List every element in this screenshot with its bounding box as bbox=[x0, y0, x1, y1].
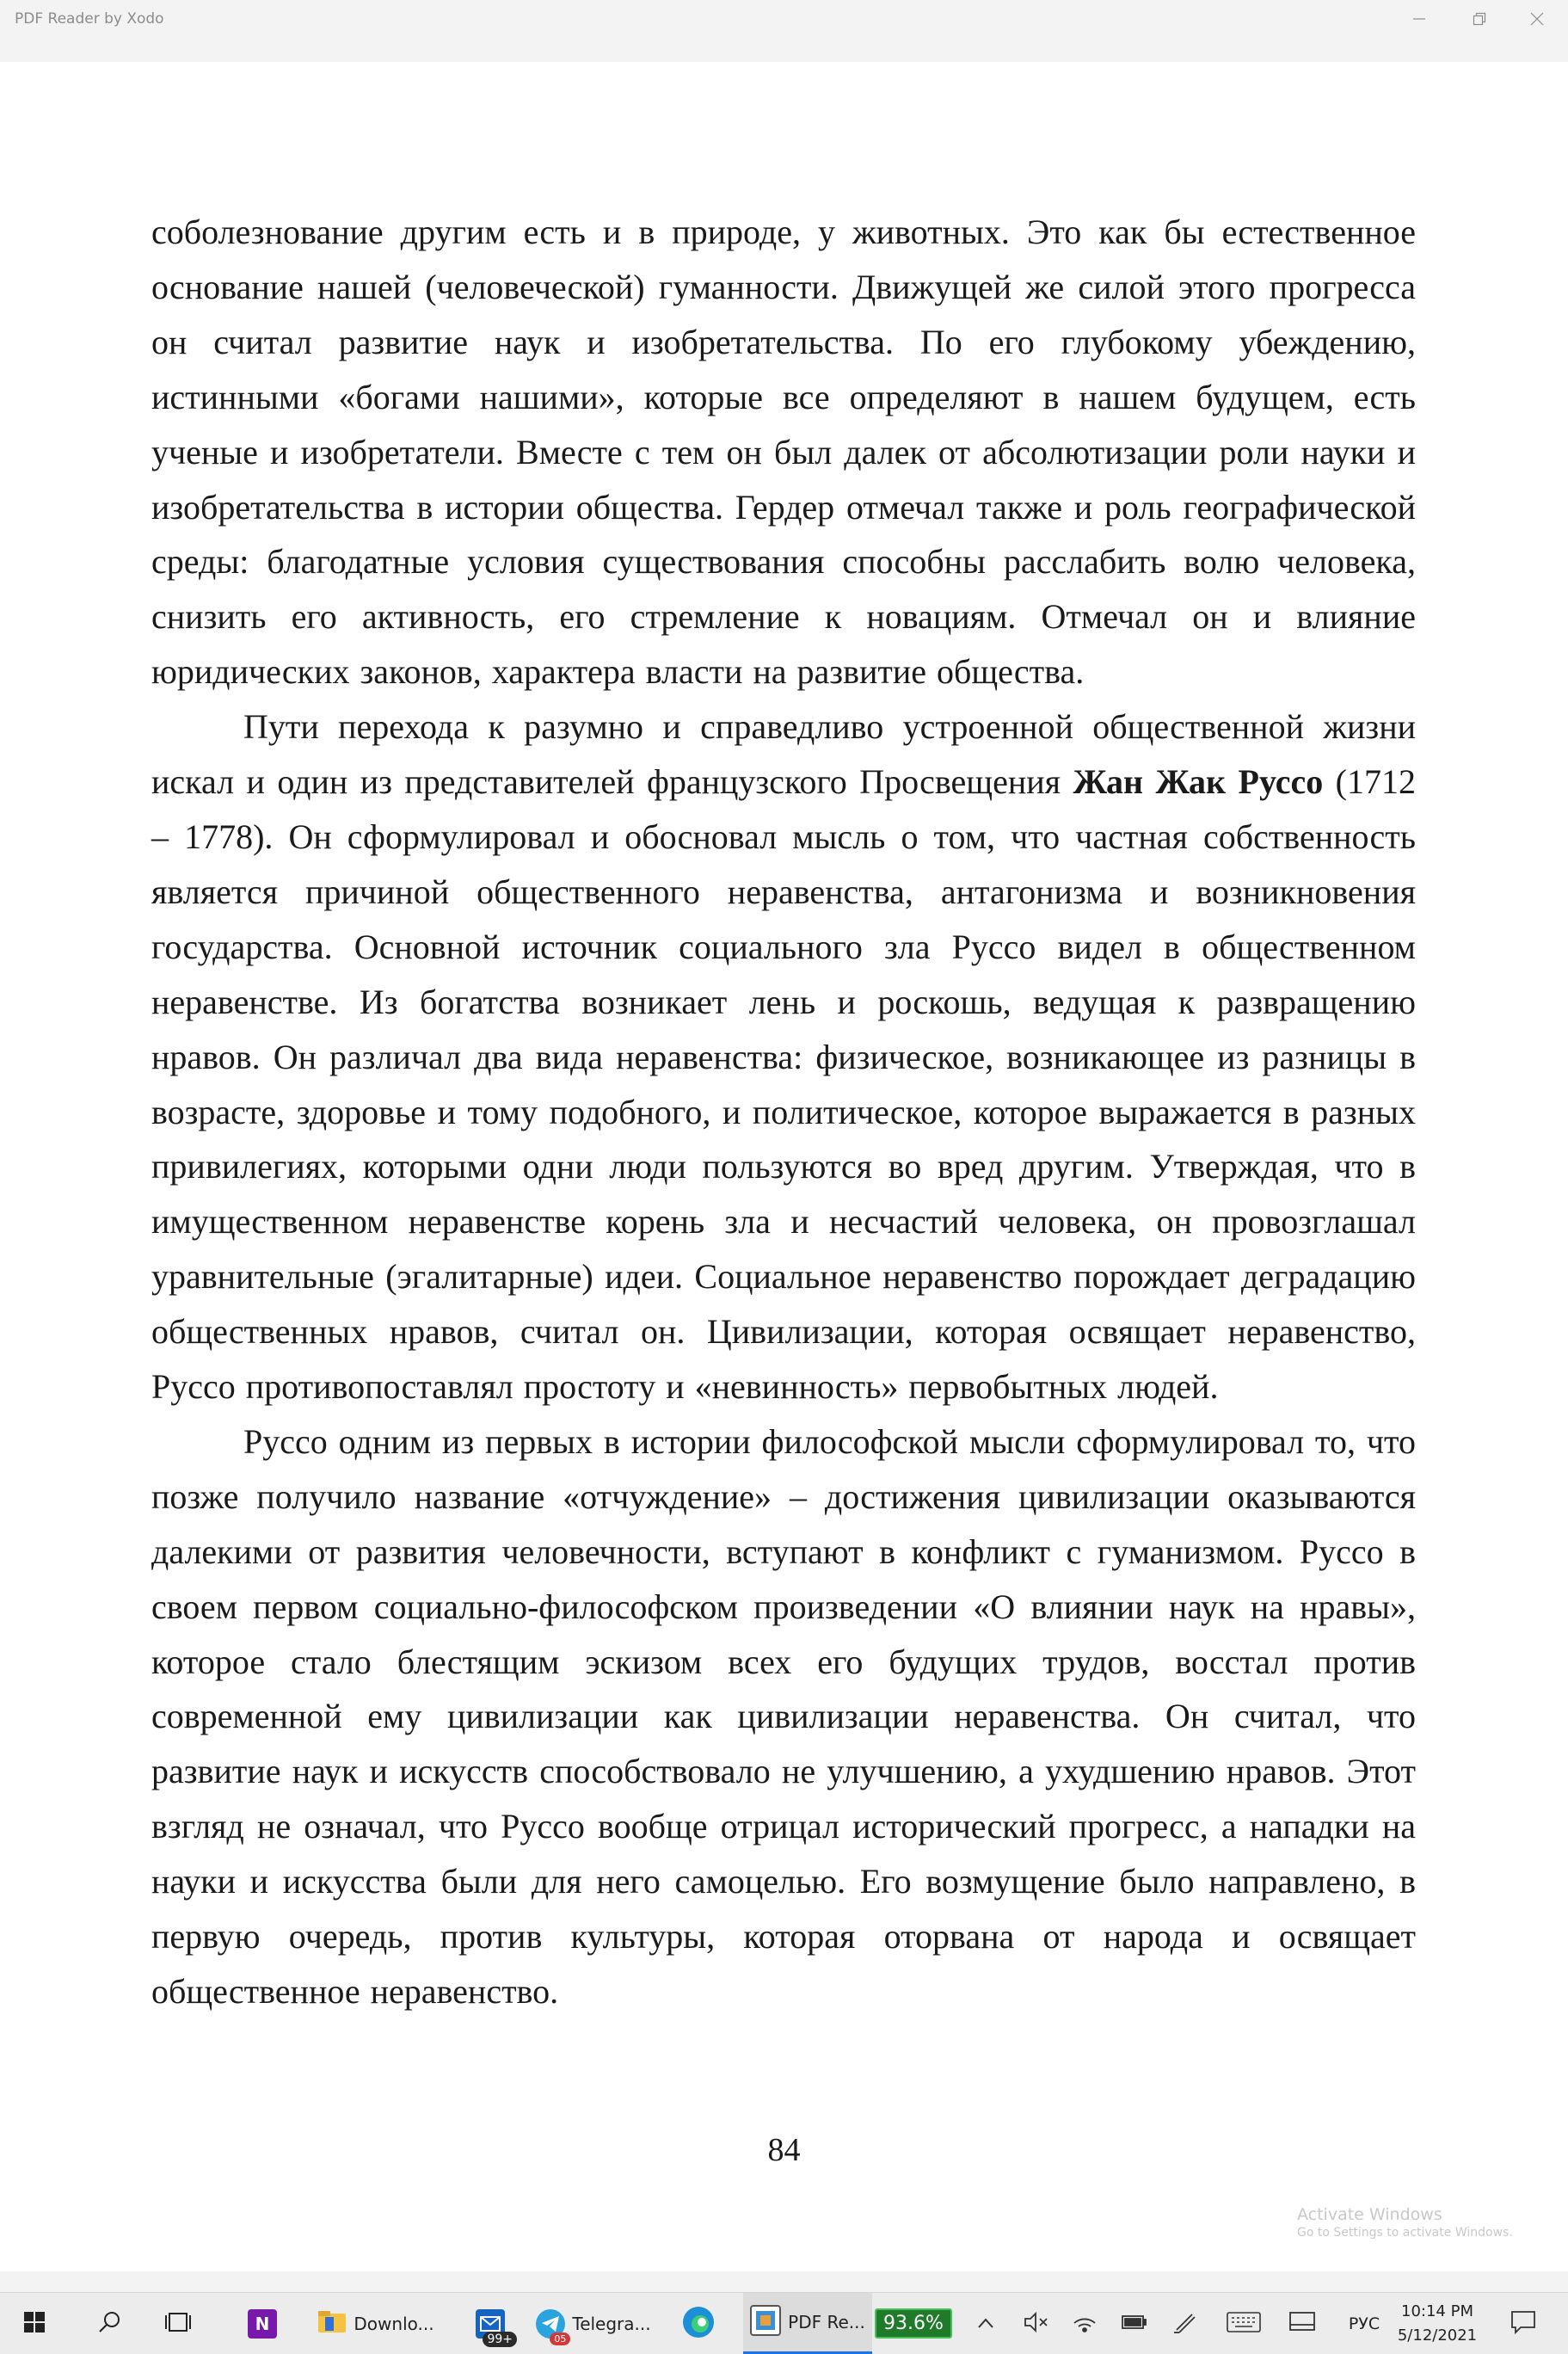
task-view-button[interactable] bbox=[148, 2293, 208, 2354]
activate-windows-watermark bbox=[1297, 2205, 1513, 2240]
show-hidden-icons-button[interactable] bbox=[965, 2293, 1006, 2354]
wifi-icon bbox=[1072, 2311, 1098, 2337]
battery-icon bbox=[1122, 2314, 1147, 2333]
search-button[interactable] bbox=[79, 2293, 139, 2354]
pen-icon bbox=[1171, 2309, 1197, 2339]
touch-keyboard-button[interactable] bbox=[1220, 2293, 1268, 2354]
paragraph-text: Руссо одним из первых в истории философской мысли сформулировал то, что позже получило название «отчуждение» – достижения цивилизации оказываются далекими от развития человечности, вступают в конфликт с гуманизмом. Руссо в своем первом социально-философском произведении «О влиянии наук на нравы», которое стало блестящим эскизом всех его будущих трудов, восстал против современной ему цивилизации как цивилизации неравенства. Он считал, что развитие наук и искусств способствовало не улучшению, а ухудшению нравов. Этот взгляд не означал, что Руссо вообще отрицал исторический прогресс, а нападки на науки и искусства были для него самоцелью. Его возмущение было направлено, в первую очередь, против культуры, которая оторвана от народа и освящает общественное неравенство. bbox=[151, 1421, 1416, 2011]
bold-name: Жан Жак Руссо bbox=[1073, 762, 1324, 802]
close-icon bbox=[1530, 9, 1544, 30]
edge-taskbar-button[interactable] bbox=[664, 2293, 733, 2354]
keyboard-icon bbox=[1227, 2312, 1261, 2336]
downloads-taskbar-button[interactable] bbox=[311, 2293, 440, 2354]
app-title: PDF Reader by Xodo bbox=[15, 10, 164, 28]
onenote-taskbar-button[interactable] bbox=[231, 2293, 294, 2354]
document-viewport[interactable] bbox=[0, 62, 1568, 2271]
minimize-icon bbox=[1412, 9, 1426, 30]
downloads-label: Downlo... bbox=[354, 2313, 434, 2334]
page-number: 84 bbox=[767, 2132, 801, 2168]
telegram-badge: 05 bbox=[550, 2332, 570, 2345]
pdf-reader-taskbar-button[interactable] bbox=[743, 2293, 872, 2354]
start-button[interactable] bbox=[0, 2293, 69, 2354]
battery-button[interactable] bbox=[1113, 2293, 1156, 2354]
page-text bbox=[151, 205, 1416, 2019]
pen-button[interactable] bbox=[1163, 2293, 1206, 2354]
telegram-label: Telegra... bbox=[572, 2313, 651, 2334]
volume-button[interactable] bbox=[1015, 2293, 1058, 2354]
action-center-button[interactable] bbox=[1493, 2293, 1553, 2354]
chevron-up-icon bbox=[977, 2313, 994, 2334]
watermark-subtitle: Go to Settings to activate Windows. bbox=[1297, 2226, 1513, 2240]
title-bar bbox=[0, 0, 1568, 39]
notification-icon bbox=[1510, 2310, 1536, 2338]
language-label: РУС bbox=[1348, 2314, 1380, 2333]
display-button[interactable] bbox=[1278, 2293, 1326, 2354]
paragraph bbox=[151, 205, 1416, 699]
close-button[interactable] bbox=[1507, 0, 1567, 39]
telegram-taskbar-button[interactable] bbox=[533, 2293, 654, 2354]
paragraph-text: соболезнование другим есть и в природе, у животных. Это как бы естественное основание нашей (человеческой) гуманности. Движущей же силой этого прогресса он считал развитие наук и изобретательства. По его глубокому убеждению, истинными «богами нашими», которые все определяют в нашем будущем, есть ученые и изобретатели. Вместе с тем он был далек от абсолютизации роли науки и изобретательства в истории общества. Гердер отмечал также и роль географической среды: благодатные условия существования способны расслабить волю человека, снизить его активность, его стремление к новациям. Отмечал он и влияние юридических законов, характера власти на развитие общества. bbox=[151, 213, 1416, 692]
minimize-button[interactable] bbox=[1389, 0, 1449, 39]
mail-taskbar-button[interactable] bbox=[456, 2293, 525, 2354]
volume-muted-icon bbox=[1024, 2311, 1049, 2337]
watermark-title: Activate Windows bbox=[1297, 2205, 1442, 2224]
onenote-icon: N bbox=[248, 2309, 277, 2339]
language-indicator[interactable] bbox=[1338, 2293, 1390, 2354]
restore-icon bbox=[1473, 9, 1486, 30]
edge-icon bbox=[681, 2305, 716, 2343]
telegram-icon bbox=[536, 2309, 567, 2345]
folder-icon bbox=[317, 2308, 347, 2339]
paragraph bbox=[151, 1414, 1416, 2019]
mail-badge: 99+ bbox=[483, 2332, 517, 2347]
network-button[interactable] bbox=[1063, 2293, 1106, 2354]
paragraph-text: (1712 – 1778). Он сформулировал и обосновал мысль о том, что частная собственность является причиной общественного неравенства, антагонизма и возникновения государства. Основной источник социального зла Руссо видел в общественном неравенстве. Из богатства возникает лень и роскошь, ведущая к развращению нравов. Он различал два вида неравенства: физическое, возникающее из разницы в возрасте, здоровье и тому подобного, и политическое, которое выражается в разных привилегиях, которыми одни люди пользуются во вред другим. Утверждая, что в имущественном неравенстве корень зла и несчастий человека, он провозглашал уравнительные (эгалитарные) идеи. Социальное неравенство порождает деградацию общественных нравов, считал он. Цивилизации, которая освящает неравенство, Руссо противопоставлял простоту и «невинность» первобытных людей. bbox=[151, 762, 1416, 1407]
xodo-icon bbox=[750, 2305, 781, 2340]
task-view-icon bbox=[165, 2311, 191, 2337]
windows-icon bbox=[24, 2312, 45, 2336]
paragraph-text: Пути перехода к разумно и справедливо устроенной общественной жизни искал и один из представителей французского Просвещения bbox=[151, 707, 1416, 802]
display-icon bbox=[1288, 2311, 1316, 2337]
restore-button[interactable] bbox=[1449, 0, 1510, 39]
clock[interactable] bbox=[1390, 2293, 1485, 2354]
clock-date: 5/12/2021 bbox=[1397, 2326, 1478, 2345]
battery-percent: 93.6% bbox=[875, 2308, 952, 2339]
battery-percent-widget[interactable] bbox=[874, 2293, 953, 2354]
mail-icon bbox=[476, 2309, 513, 2346]
search-icon bbox=[97, 2310, 121, 2338]
paragraph bbox=[151, 699, 1416, 1414]
pdf-reader-label: PDF Re... bbox=[788, 2312, 865, 2332]
clock-time: 10:14 PM bbox=[1401, 2302, 1473, 2320]
taskbar bbox=[0, 2292, 1568, 2354]
